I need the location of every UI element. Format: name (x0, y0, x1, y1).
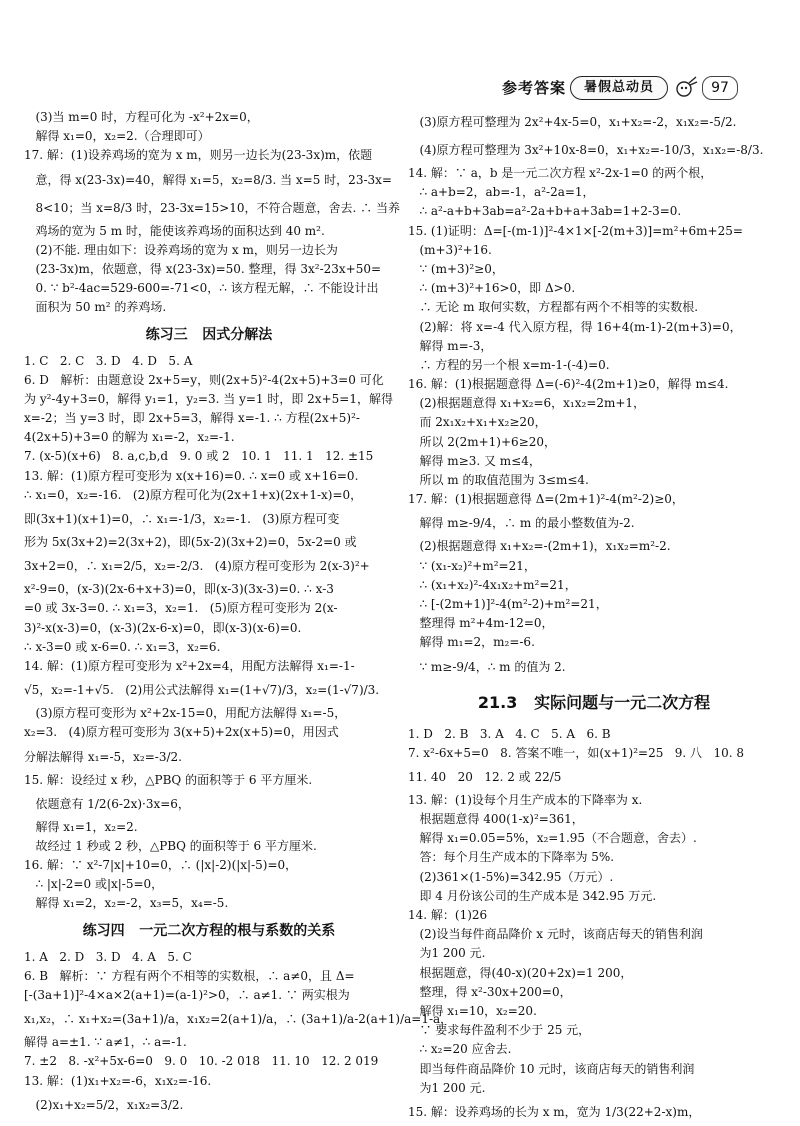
answer-line: 为 y²-4y+3=0，解得 y₁=1，y₂=3. 当 y=1 时，即 2x+5=1，解得 (24, 391, 393, 406)
answer-line: 0. ∵ b²-4ac=529-600=-71<0，∴ 该方程无解，∴ 不能设计出 (24, 281, 379, 296)
answer-line: (2)根据题意得 x₁+x₂=-(2m+1)，x₁x₂=m²-2. (408, 539, 671, 554)
answer-line: √5，x₂=-1+√5. (2)用公式法解得 x₁=(1+√7)/3，x₂=(1-√7)/3. (24, 683, 380, 698)
answer-line: (2)361×(1-5%)=342.95（万元）. (408, 869, 614, 884)
answer-line: 解得 x₁=0，x₂=2.（合理即可） (24, 129, 210, 144)
answer-line: ∴ a+b=2，ab=-1，a²-2a=1， (408, 185, 595, 200)
answer-line: 形为 5x(3x+2)=2(3x+2)，即(5x-2)(3x+2)=0，5x-2=0 或 (24, 535, 357, 549)
answer-line: 1. C 2. C 3. D 4. D 5. A (24, 353, 193, 368)
answer-line: x=-2；当 y=3 时，即 2x+5=3，解得 x=-1. ∴ 方程(2x+5)²- (24, 411, 360, 426)
answer-line: 17. 解：(1)根据题意得 Δ=(2m+1)²-4(m²-2)≥0， (408, 492, 684, 507)
answer-line: 3x+2=0，∴ x₁=2/5，x₂=-2/3. (4)原方程可变形为 2(x-3)²+ (24, 559, 370, 574)
answer-line: ∵ 要求每件盈利不少于 25 元， (408, 1023, 591, 1038)
answer-line: 故经过 1 秒或 2 秒，△PBQ 的面积等于 6 平方厘米. (24, 838, 317, 853)
answer-line: 1. D 2. B 3. A 4. C 5. A 6. B (408, 726, 611, 741)
cartoon-mascot-icon (672, 74, 698, 100)
answer-line: 整理得 m²+4m-12=0， (408, 616, 554, 631)
answer-line: 解得 x₁=1，x₂=2. (24, 819, 138, 834)
answer-line: 6. B 解析：∵ 方程有两个不相等的实数根，∴ a≠0，且 Δ= (24, 968, 355, 983)
answer-line: ∴ x₂=20 应舍去. (408, 1042, 512, 1057)
answer-line: 11. 40 20 12. 2 或 22/5 (408, 769, 562, 784)
answer-line: 即(3x+1)(x+1)=0，∴ x₁=-1/3，x₂=-1. (3)原方程可变 (24, 512, 340, 526)
answer-line: 解得 x₁=10，x₂=20. (408, 1003, 537, 1018)
answer-line: (3)原方程可变形为 x²+2x-15=0，用配方法解得 x₁=-5， (24, 706, 347, 721)
answer-line: (2)解：将 x=-4 代入原方程，得 16+4(m-1)-2(m+3)=0， (408, 319, 742, 334)
answer-line: (2)设当每件商品降价 x 元时，该商店每天的销售利润 (408, 927, 703, 942)
answer-line: 7. (x-5)(x+6) 8. a,c,b,d 9. 0 或 2 10. 1 11. 1 12. ±15 (24, 449, 374, 464)
answer-line: 所以 2(2m+1)+6≥20， (408, 434, 556, 449)
answer-line: ∴ (m+3)²+16>0，即 Δ>0. (408, 281, 576, 296)
answer-line: 14. 解：(1)26 (408, 908, 488, 922)
answer-line: ∴ 方程的另一个根 x=m-1-(-4)=0. (408, 357, 610, 372)
answer-line: 13. 解：(1)原方程可变形为 x(x+16)=0. ∴ x=0 或 x+16=0. (24, 468, 359, 483)
answer-line: 依题意有 1/2(6-2x)·3x=6， (24, 796, 190, 811)
answer-label: 参考答案 (502, 79, 567, 97)
answer-line: ∴ x-3=0 或 x-6=0. ∴ x₁=3，x₂=6. (24, 639, 221, 654)
answer-line: 整理，得 x²-30x+200=0， (408, 984, 572, 999)
answer-line: 16. 解：(1)根据题意得 Δ=(-6)²-4(2m+1)≥0，解得 m≤4. (408, 377, 729, 392)
answer-line: 17. 解：(1)设养鸡场的宽为 x m，则另一边长为(23-3x)m，依题 (24, 148, 373, 163)
answer-line: 即 4 月份该公司的生产成本是 342.95 万元. (408, 888, 657, 903)
answer-line: 解得 x₁=2，x₂=-2，x₃=5，x₄=-5. (24, 896, 229, 911)
series-title-badge: 暑假总动员 (570, 76, 668, 100)
answer-line: 13. 解：(1)x₁+x₂=-6，x₁x₂=-16. (24, 1073, 212, 1088)
section-heading: 练习三 因式分解法 (145, 326, 273, 343)
answer-line: 7. ±2 8. -x²+5x-6=0 9. 0 10. -2 018 11. 10 12. 2 019 (24, 1054, 379, 1069)
answer-line: (2)不能. 理由如下：设养鸡场的宽为 x m，则另一边长为 (24, 242, 338, 257)
section-heading: 练习四 一元二次方程的根与系数的关系 (82, 922, 336, 939)
answer-line: ∵ m≥-9/4，∴ m 的值为 2. (408, 659, 566, 674)
right-column (408, 108, 780, 1126)
answer-line: 分解法解得 x₁=-5，x₂=-3/2. (24, 749, 182, 764)
answer-line: 面积为 50 m² 的养鸡场. (24, 300, 167, 315)
answer-line: x₁,x₂，∴ x₁+x₂=(3a+1)/a，x₁x₂=2(a+1)/a，∴ (3a+1)/a-2(a+1)/a=1-a， (24, 1012, 453, 1027)
answer-line: 13. 解：(1)设每个月生产成本的下降率为 x. (408, 792, 643, 807)
answer-line: (3)当 m=0 时，方程可化为 -x²+2x=0， (24, 110, 259, 124)
answer-line: 即当每件商品降价 10 元时，该商店每天的销售利润 (408, 1061, 695, 1076)
answer-line: 解得 m=-3， (408, 338, 493, 353)
answer-line: 6. D 解析：由题意设 2x+5=y，则(2x+5)²-4(2x+5)+3=0 可化 (24, 372, 384, 387)
answer-line: 意，得 x(23-3x)=40，解得 x₁=5，x₂=8/3. 当 x=5 时，23-3x= (24, 172, 392, 187)
answer-line: 15. 解：设经过 x 秒，△PBQ 的面积等于 6 平方厘米. (24, 772, 313, 787)
answer-line: ∴ |x|-2=0 或|x|-5=0， (24, 877, 164, 892)
answer-line: 4(2x+5)+3=0 的解为 x₁=-2，x₂=-1. (24, 430, 235, 445)
answer-line: 解得 a=±1. ∵ a≠1，∴ a=-1. (24, 1035, 187, 1050)
answer-line: 7. x²-6x+5=0 8. 答案不唯一，如(x+1)²=25 9. 八 10. 8 (408, 745, 745, 760)
answer-line: 14. 解：∵ a，b 是一元二次方程 x²-2x-1=0 的两个根， (408, 166, 713, 180)
answer-line: 根据题意得 400(1-x)²=361， (408, 812, 584, 827)
answer-line: 解得 m≥-9/4，∴ m 的最小整数值为-2. (408, 516, 635, 531)
answer-line: (m+3)²+16. (408, 242, 492, 257)
answer-line: 为1 200 元. (408, 1080, 486, 1095)
answer-line: 14. 解：(1)原方程可变形为 x²+2x=4，用配方法解得 x₁=-1- (24, 658, 355, 673)
answer-line: (4)原方程可整理为 3x²+10x-8=0，x₁+x₂=-10/3，x₁x₂=-8/3. (408, 143, 764, 157)
answer-line: ∴ [-(2m+1)]²-4(m²-2)+m²=21， (408, 596, 608, 611)
answer-line: (2)x₁+x₂=5/2，x₁x₂=3/2. (24, 1097, 184, 1112)
answer-line: ∵ (m+3)²≥0， (408, 261, 504, 276)
page-number: 97 (702, 76, 738, 100)
page-header (492, 74, 740, 102)
answer-line: 答：每个月生产成本的下降率为 5%. (408, 850, 615, 865)
answer-line: ∴ (x₁+x₂)²-4x₁x₂+m²=21， (408, 577, 577, 592)
answer-line: 解得 m≥3. 又 m≤4， (408, 453, 541, 468)
answer-line: ∴ 无论 m 取何实数，方程都有两个不相等的实数根. (408, 300, 699, 315)
answer-line: (3)原方程可整理为 2x²+4x-5=0，x₁+x₂=-2，x₁x₂=-5/2. (408, 115, 737, 129)
answer-line: 根据题意，得(40-x)(20+2x)=1 200， (408, 965, 633, 980)
answer-line: x²-9=0，(x-3)(2x-6+x+3)=0，即(x-3)(3x-3)=0. ∴ x-3 (24, 582, 334, 597)
answer-line: ∴ x₁=0，x₂=-16. (2)原方程可化为(2x+1+x)(2x+1-x)=0， (24, 487, 363, 502)
answer-line: x₂=3. (4)原方程可变形为 3(x+5)+2x(x+5)=0，用因式 (24, 725, 339, 740)
answer-line: =0 或 3x-3=0. ∴ x₁=3，x₂=1. (5)原方程可变形为 2(x- (24, 601, 338, 616)
answer-line: (23-3x)m，依题意，得 x(23-3x)=50. 整理，得 3x²-23x+50= (24, 261, 382, 276)
answer-line: 15. 解：设养鸡场的长为 x m，宽为 1/3(22+2-x)m， (408, 1104, 701, 1119)
answer-line: ∵ (x₁-x₂)²+m²=21， (408, 558, 536, 573)
answer-line: 16. 解：∵ x²-7|x|+10=0，∴ (|x|-2)(|x|-5)=0， (24, 858, 298, 873)
answer-line: 解得 x₁=0.05=5%，x₂=1.95（不合题意，舍去）. (408, 831, 697, 846)
answer-line: 而 2x₁x₂+x₁+x₂≥20， (408, 415, 547, 430)
answer-line: 鸡场的宽为 5 m 时，能使该养鸡场的面积达到 40 m². (24, 223, 325, 238)
answer-line: 8<10；当 x=8/3 时，23-3x=15>10，不符合题意，舍去. ∴ 当养 (24, 200, 400, 215)
answer-line: (2)根据题意得 x₁+x₂=6，x₁x₂=2m+1， (408, 396, 646, 411)
answer-line: 3)²-x(x-3)=0，(x-3)(2x-6-x)=0，即(x-3)(x-6)=0. (24, 620, 302, 635)
answer-line: 为1 200 元. (408, 946, 486, 961)
answer-line: ∴ a²-a+b+3ab=a²-2a+b+a+3ab=1+2-3=0. (408, 204, 682, 219)
answer-line: 所以 m 的取值范围为 3≤m≤4. (408, 473, 589, 487)
answer-line: 解得 m₁=2，m₂=-6. (408, 635, 535, 650)
chapter-heading: 21.3 实际问题与一元二次方程 (477, 692, 711, 712)
answer-line: 15. (1)证明：Δ=[-(m-1)]²-4×1×[-2(m+3)]=m²+6m+25= (408, 223, 743, 238)
answer-line: 1. A 2. D 3. D 4. A 5. C (24, 949, 192, 964)
answer-line: [-(3a+1)]²-4×a×2(a+1)=(a-1)²>0，∴ a≠1. ∵ 两实根为 (24, 988, 350, 1002)
